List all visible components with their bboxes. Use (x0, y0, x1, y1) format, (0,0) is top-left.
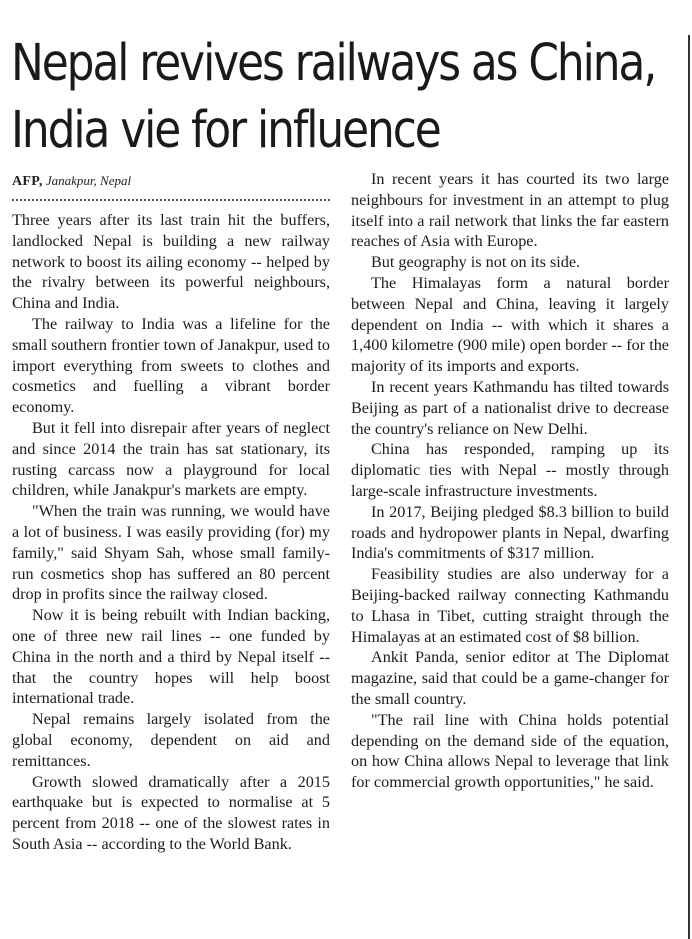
byline-agency: AFP, (12, 174, 43, 189)
column-rule (688, 35, 690, 939)
paragraph: But it fell into disrepair after years of neglect and since 2014 the train has sat stationary, its rusting carcass now a playground for local children, while Janakpur's markets are empty. (12, 418, 330, 500)
paragraph: Feasibility studies are also underway for a Beijing-backed railway connecting Kathmandu to Lhasa in Tibet, cutting straight through the Himalayas at an estimated cost of $8 billion. (351, 565, 669, 646)
paragraph: In 2017, Beijing pledged $8.3 billion to build roads and hydropower plants in Nepal, dwarfing India's commitments of $317 million. (351, 502, 669, 563)
article-column-right (351, 169, 669, 793)
paragraph: In recent years Kathmandu has tilted towards Beijing as part of a nationalist drive to decrease the country's reliance on New Delhi. (351, 377, 669, 438)
headline (11, 30, 656, 164)
article-column-left (12, 210, 330, 855)
dotted-divider (12, 199, 330, 201)
paragraph: Ankit Panda, senior editor at The Diplomat magazine, said that could be a game-changer for the small country. (351, 648, 669, 708)
paragraph: "When the train was running, we would have a lot of business. I was easily providing (for) my family," said Shyam Sah, whose small family-run cosmetics shop has suffered an 80 percent drop in profits since the railway closed. (12, 502, 330, 604)
paragraph: Three years after its last train hit the buffers, landlocked Nepal is building a new railway network to boost its ailing economy -- helped by the rivalry between its powerful neighbours, China and India. (12, 211, 330, 313)
paragraph: Growth slowed dramatically after a 2015 earthquake but is expected to normalise at 5 percent from 2018 -- one of the slowest rates in South Asia -- according to the World Bank. (12, 772, 330, 853)
paragraph: Now it is being rebuilt with Indian backing, one of three new rail lines -- one funded by China in the north and a third by Nepal itself -- that the country hopes will help boost international trade. (12, 606, 330, 708)
byline (12, 173, 131, 190)
paragraph: Nepal remains largely isolated from the global economy, dependent on aid and remittances. (12, 710, 330, 770)
paragraph: In recent years it has courted its two large neighbours for investment in an attempt to plug itself into a rail network that links the far eastern reaches of Asia with Europe. (351, 170, 669, 251)
paragraph: The railway to India was a lifeline for the small southern frontier town of Janakpur, used to import everything from sweets to clothes and cosmetics and fuelling a vibrant border economy. (12, 314, 330, 417)
byline-place: Janakpur, Nepal (45, 173, 132, 188)
headline-line-1: Nepal revives railways as China, (11, 34, 656, 93)
paragraph: "The rail line with China holds potential depending on the demand side of the equation, on how China allows Nepal to leverage that link for commercial growth opportunities," he said. (351, 710, 669, 792)
paragraph: China has responded, ramping up its diplomatic ties with Nepal -- mostly through large-scale infrastructure investments. (351, 440, 669, 500)
paragraph: But geography is not on its side. (371, 253, 581, 272)
paragraph: The Himalayas form a natural border between Nepal and China, leaving it largely dependent on India -- with which it shares a 1,400 kilometre (900 mile) open border -- for the majority of its imports and exports. (351, 273, 669, 376)
headline-line-2: India vie for influence (11, 101, 440, 160)
